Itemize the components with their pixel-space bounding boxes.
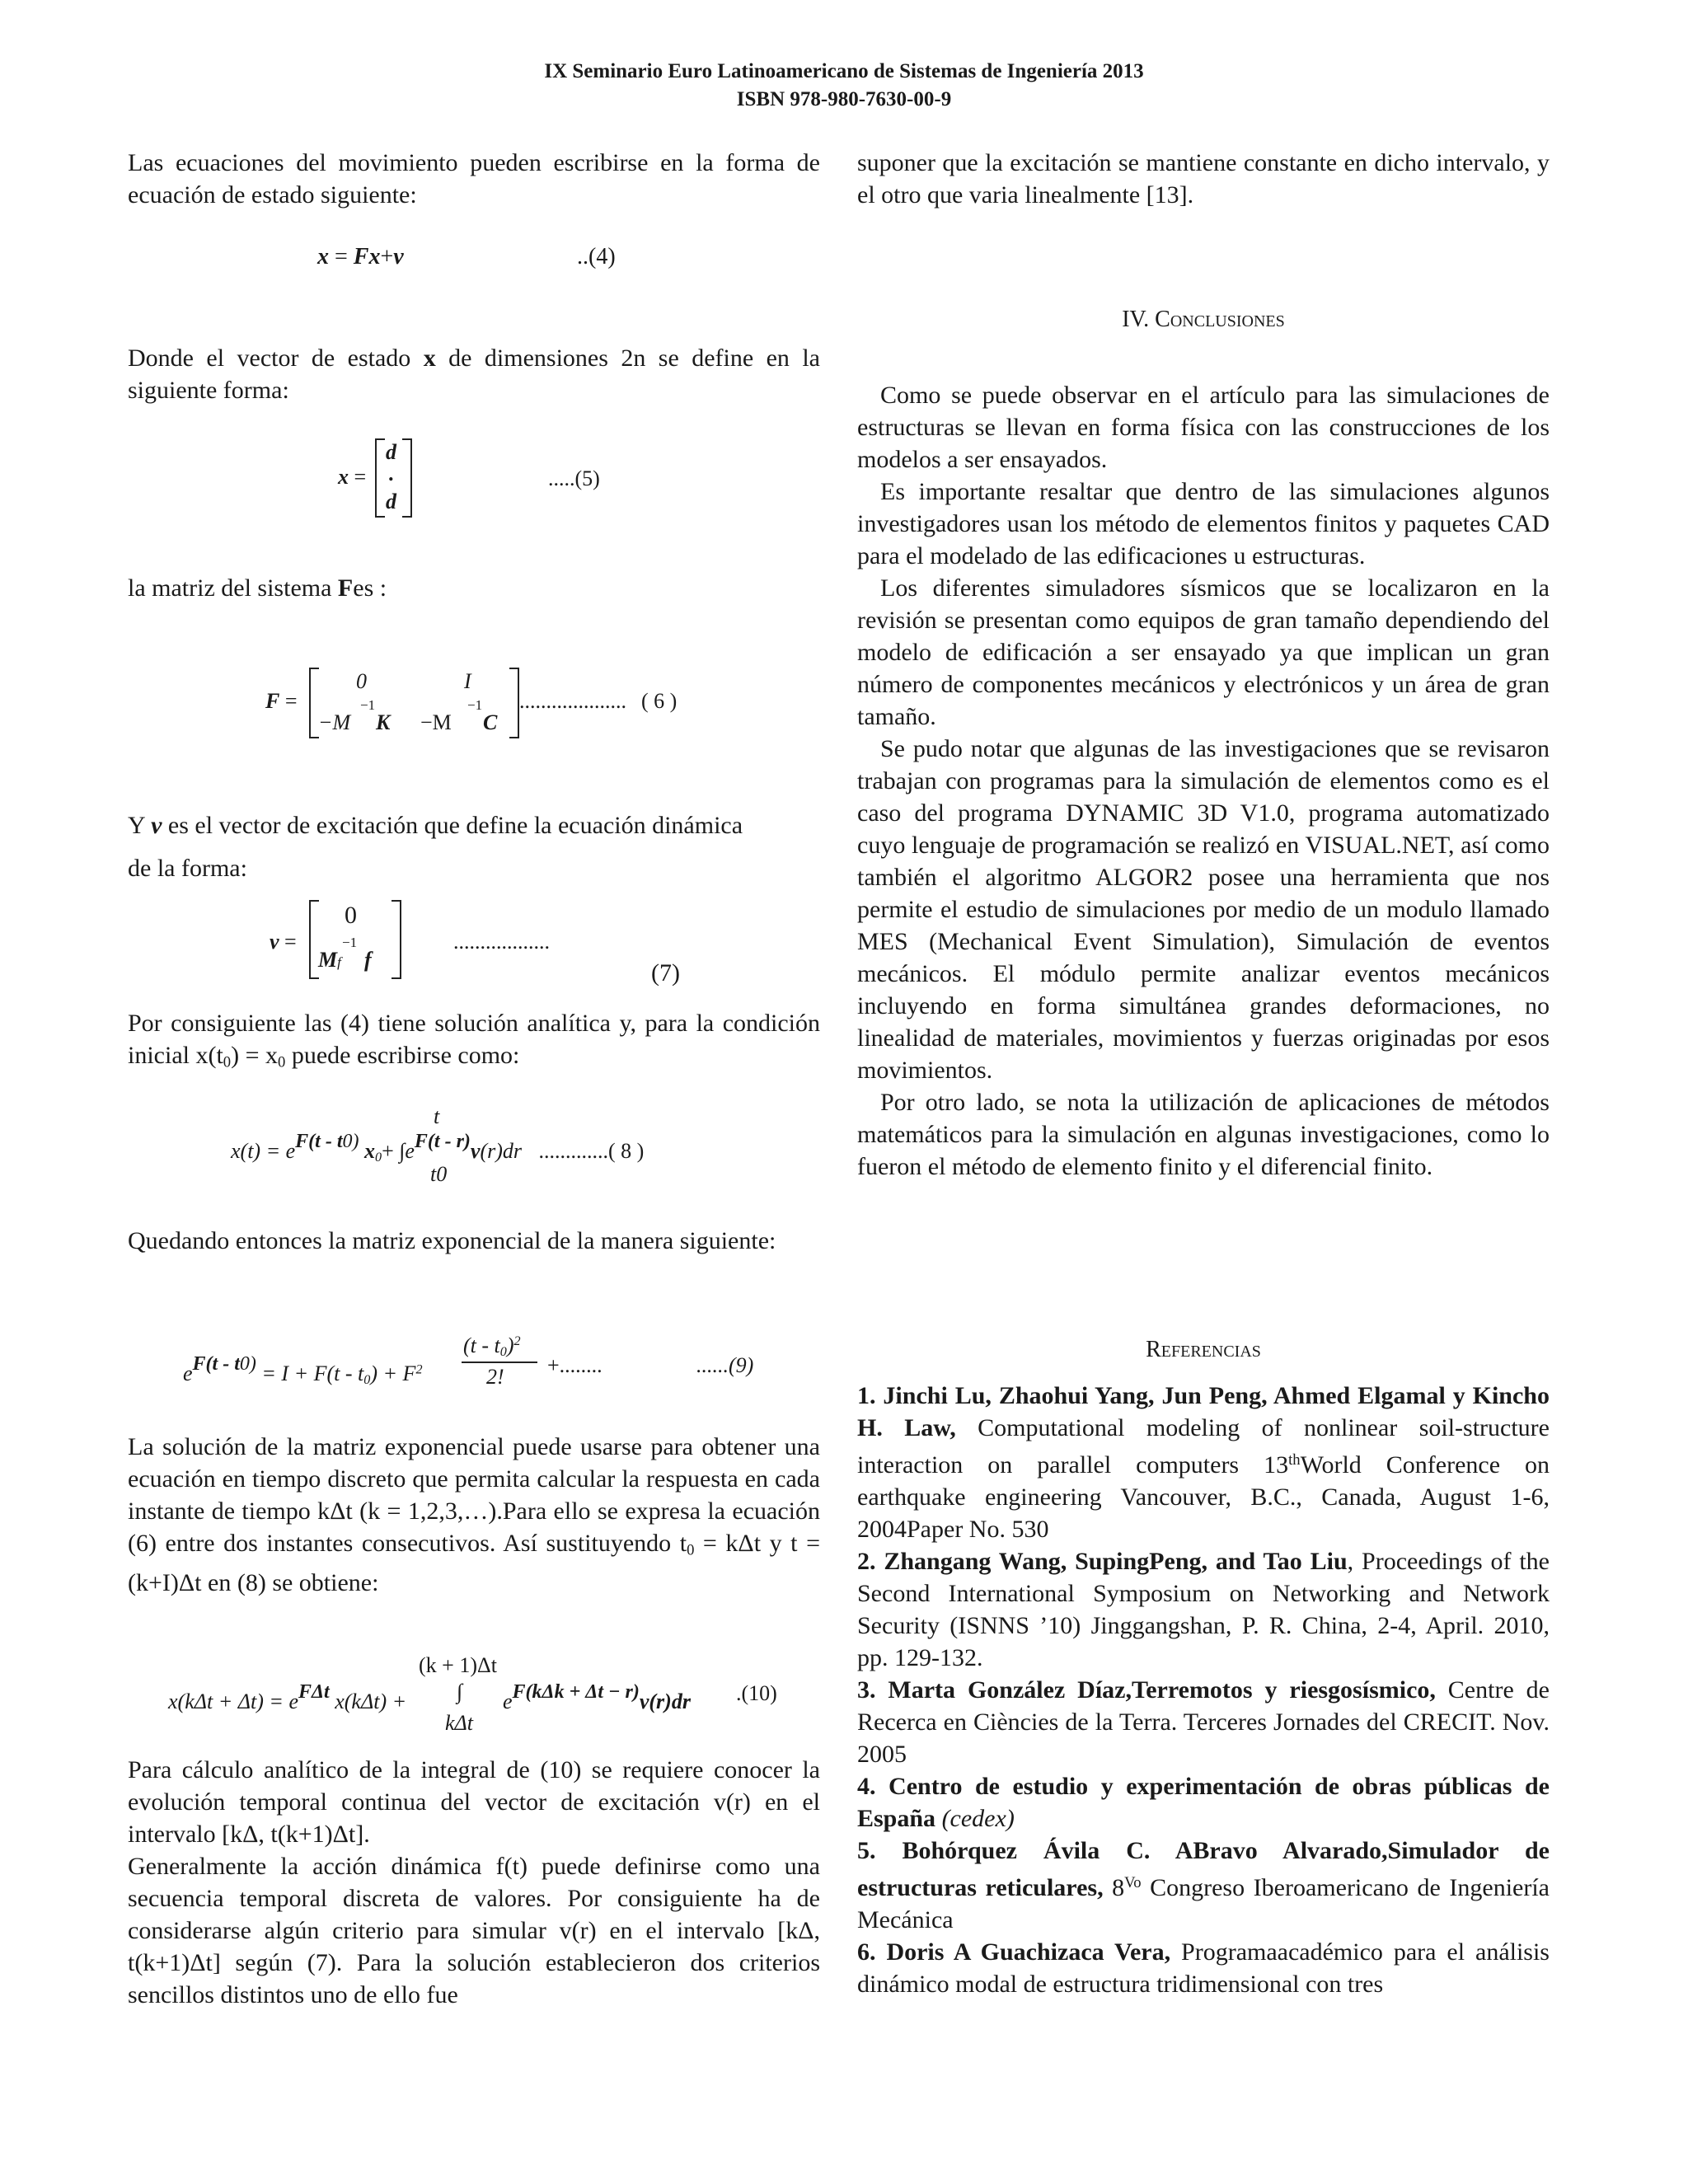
equation-10-lower: kΔt <box>445 1711 474 1735</box>
equation-9-denominator: 2! <box>486 1365 504 1389</box>
equation-6-d: K <box>376 710 391 734</box>
left-paragraph-1: Las ecuaciones del movimiento pueden escribirse en la forma de ecuación de estado siguiente: <box>128 149 820 209</box>
equation-10-integral: ∫ <box>457 1680 463 1704</box>
conclusion-1: Como se puede observar en el artículo para las simulaciones de estructuras se llevan en forma física con las construcciones de los modelos a ser ensayados. <box>857 382 1550 473</box>
equation-9: $e^{F(t - t0)} = I + F(t - t_0) + F^2$ <box>183 1353 423 1388</box>
equation-6-a: 0 <box>356 669 367 693</box>
equation-6-f: C <box>483 710 498 734</box>
equation-6-right-bracket <box>509 668 519 738</box>
right-paragraph-0: suponer que la excitación se mantiene constante en dicho intervalo, y el otro que varia linealmente [13]. <box>857 149 1550 209</box>
equation-5-lhs: x = <box>338 465 367 489</box>
equation-8: $x(t) = e^{F(t - t0)}$ $x_0+ \int e^{F(t - r)}v(r)dr$ .............( 8 ) <box>231 1131 645 1165</box>
reference-1: 1. Jinchi Lu, Zhaohui Yang, Jun Peng, Ahmed Elgamal y Kincho H. Law, Computational modeling of nonlinear soil-structure interaction on parallel computers 13thWorld Conference on earthquake engineering Vancouver, B.C., Canada, August 1-6, 2004Paper No. 530 <box>857 1382 1550 1544</box>
equation-10-upper: (k + 1)Δt <box>419 1653 497 1677</box>
left-paragraph-3: la matriz del sistema Fes : <box>128 574 387 602</box>
equation-4-number: ..(4) <box>577 244 616 269</box>
equation-10: $x(k\Delta t + \Delta t) = e^{F\Delta t}$ x(kΔt) + <box>168 1681 407 1714</box>
left-paragraph-4: Y v es el vector de excitación que define la ecuación dinámica de la forma: <box>128 812 743 882</box>
conclusion-4: Se pudo notar que algunas de las investigaciones que se revisaron trabajan con programas para la simulación de elementos como es el caso del programa DYNAMIC 3D V1.0, programa automatizado cuyo lenguaje de programación se realizó en VISUAL.NET, así como también el algoritmo ALGOR2 posee una herramienta que nos permite el estudio de simulaciones por medio de un modulo llamado MES (Mechanical Event Simulation), Simulación de eventos mecánicos. El módulo permite analizar eventos mecánicos incluyendo en forma simultánea grandes deformaciones, no linealidad de materiales, movimientos y fuerzas originadas por esos movimientos. <box>857 735 1550 1084</box>
equation-7-top: 0 <box>345 902 357 929</box>
equation-7-number: (7) <box>651 959 680 987</box>
equation-6-e: −M <box>420 710 452 734</box>
equation-6-c: −M <box>318 710 351 734</box>
equation-5-mid: . <box>389 462 395 485</box>
section-title-references: Referencias <box>1146 1337 1261 1362</box>
reference-5: 5. Bohórquez Ávila C. ABravo Alvarado,Simulador de estructuras reticulares, $8^{Vo}$ Congreso Iberoamericano de Ingeniería Mecánica <box>857 1837 1550 1934</box>
equation-6-lhs: F = <box>265 689 298 713</box>
equation-7-exp: −1 <box>342 935 358 950</box>
reference-3: 3. Marta González Díaz,Terremotos y riesgosísmico, Centre de Recerca en Ciències de la Terra. Terceres Jornades del CRECIT. Nov. 2005 <box>857 1676 1550 1769</box>
conclusion-3: Los diferentes simuladores sísmicos que se localizaron en la revisión se presentan como equipos de gran tamaño dependiendo del modelo de edificación a ser ensayado ya que implican un gran número de componentes mecánicos y electrónicos y un área de gran tamaño. <box>857 574 1550 730</box>
equation-5-left-bracket <box>375 438 385 518</box>
equation-7-f: f <box>364 948 372 972</box>
isbn: ISBN 978-980-7630-00-9 <box>736 88 952 110</box>
equation-6-exp1: −1 <box>360 697 376 713</box>
section-title-conclusions: IV. Conclusiones <box>1122 307 1285 332</box>
conclusion-2: Es importante resaltar que dentro de las simulaciones algunos investigadores usan los método de elementos finitos y paquetes CAD para el modelado de las edificaciones u estructuras. <box>857 478 1550 569</box>
equation-4: x = Fx+v <box>317 244 404 269</box>
equation-5-top: d <box>386 440 396 464</box>
left-paragraph-7: La solución de la matriz exponencial puede usarse para obtener una ecuación en tiempo discreto que permita calcular la respuesta en cada instante de tiempo kΔt (k = 1,2,3,…).Para ello se expresa la ecuación (6) entre dos instantes consecutivos. Así sustituyendo $t_0 = k\Delta t$ y t = (k+I)Δt en (8) se obtiene: <box>128 1433 820 1596</box>
equation-8-upper: t <box>434 1104 440 1128</box>
equation-6-b: I <box>464 669 471 693</box>
equation-6-number: ( 6 ) <box>641 689 678 713</box>
equation-5-bottom: d <box>386 490 396 513</box>
left-paragraph-2: Donde el vector de estado x de dimensiones 2n se define en la siguiente forma: <box>128 344 821 404</box>
equation-10-integrand: $e^{F(k\Delta k + \Delta t - r)}v(r)dr$ <box>503 1681 691 1714</box>
equation-5-number: .....(5) <box>548 466 600 490</box>
equation-6-dots: .................... <box>519 689 626 713</box>
equation-5-right-bracket <box>402 438 412 518</box>
equation-7-dots: .................. <box>453 930 550 954</box>
equation-10-number: .(10) <box>736 1681 777 1705</box>
equation-9-number: ......(9) <box>696 1353 754 1377</box>
left-paragraph-8: Para cálculo analítico de la integral de (10) se requiere conocer la evolución temporal continua del vector de excitación v(r) en el intervalo [kΔ, t(k+1)Δt]. Generalmente la acción dinámica f(t) puede definirse como una secuencia temporal discreta de valores. Por consiguiente ha de considerarse algún criterio para simular v(r) en el intervalo [kΔ, t(k+1)Δt] según (7). Para la solución establecieron dos criterios sencillos distintos uno de ello fue <box>128 1756 820 2008</box>
reference-6: 6. Doris A Guachizaca Vera, Programaacadémico para el análisis dinámico modal de estructura tridimensional con tres <box>857 1938 1550 1999</box>
reference-2: 2. Zhangang Wang, SupingPeng, and Tao Liu, Proceedings of the Second International Symposium on Networking and Network Security (ISNNS ’10) Jinggangshan, P. R. China, 2-4, April. 2010, pp. 129-132. <box>857 1548 1550 1672</box>
conclusions-body <box>857 379 1550 1183</box>
equation-9-numerator: $(t - t_0)^2$ <box>463 1333 521 1360</box>
left-paragraph-6: Quedando entonces la matriz exponencial de la manera siguiente: <box>128 1227 776 1254</box>
equation-7-right-bracket <box>392 900 401 979</box>
equation-9-tail: +........ <box>547 1353 603 1377</box>
equation-7-m: Mf <box>318 948 341 972</box>
conference-title: IX Seminario Euro Latinoamericano de Sistemas de Ingeniería 2013 <box>544 60 1144 82</box>
left-paragraph-5: Por consiguiente las (4) tiene solución analítica y, para la condición inicial $x(t_0) = x_0$ puede escribirse como: <box>128 1010 820 1071</box>
equation-6-exp2: −1 <box>467 697 483 713</box>
reference-4: 4. Centro de estudio y experimentación de obras públicas de España (cedex) <box>857 1773 1550 1833</box>
references-list <box>857 1380 1550 2000</box>
equation-8-lower: t0 <box>430 1162 448 1186</box>
conclusion-5: Por otro lado, se nota la utilización de aplicaciones de métodos matemáticos para la simulación en algunas investigaciones, como lo fueron el método de elemento finito y el diferencial finito. <box>857 1089 1550 1180</box>
equation-9-fraction-bar <box>462 1361 537 1363</box>
equation-7-lhs: v = <box>270 930 297 954</box>
